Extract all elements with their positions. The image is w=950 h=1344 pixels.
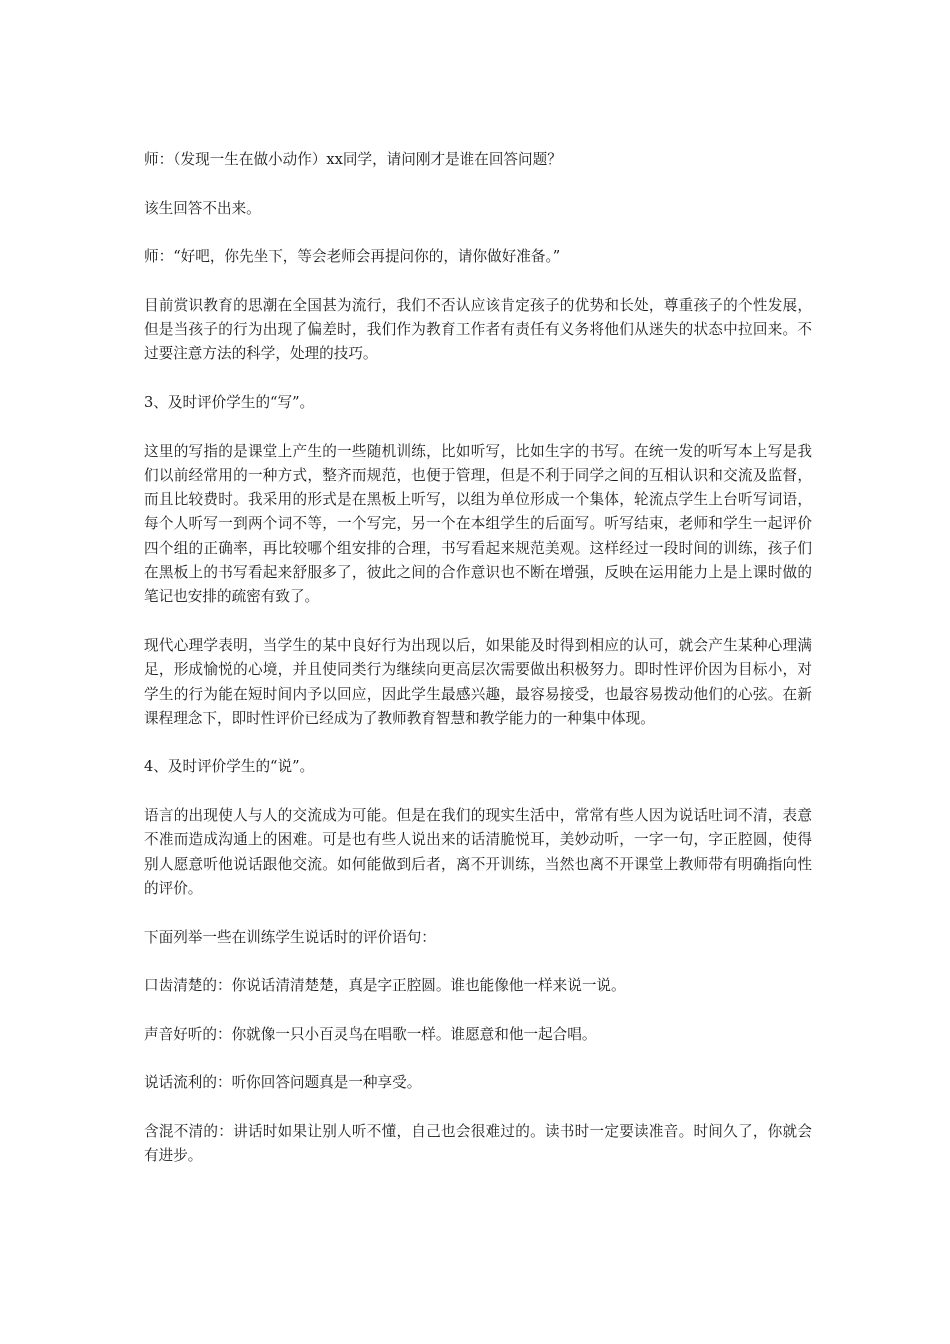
paragraph-writing-practice: 这里的写指的是课堂上产生的一些随机训练，比如听写，比如生字的书写。在统一发的听写本上写是我们以前经常用的一种方式，整齐而规范，也便于管理，但是不利于同学之间的互相认识和交流及监督，而且比较费时。我采用的形式是在黑板上听写，以组为单位形成一个集体，轮流点学生上台听写词语，每个人听写一到两个词不等，一个写完，另一个在本组学生的后面写。听写结束，老师和学生一起评价四个组的正确率，再比较哪个组安排的合理，书写看起来规范美观。这样经过一段时间的训练，孩子们在黑板上的书写看起来舒服多了，彼此之间的合作意识也不断在增强，反映在运用能力上是上课时做的笔记也安排的疏密有致了。 — [144, 442, 812, 606]
evaluation-pleasant-voice: 声音好听的：你就像一只小百灵鸟在唱歌一样。谁愿意和他一起合唱。 — [144, 1025, 597, 1043]
paragraph-psychology: 现代心理学表明，当学生的某中良好行为出现以后，如果能及时得到相应的认可，就会产生某种心理满足，形成愉悦的心境，并且使同类行为继续向更高层次需要做出积极努力。即时性评价因为目标小，对学生的行为能在短时间内予以回应，因此学生最感兴趣，最容易接受，也最容易拨动他们的心弦。在新课程理念下，即时性评价已经成为了教师教育智慧和教学能力的一种集中体现。 — [144, 636, 812, 727]
section-heading-speaking: 4、及时评价学生的“说”。 — [144, 758, 315, 776]
paragraph-language: 语言的出现使人与人的交流成为可能。但是在我们的现实生活中，常常有些人因为说话吐词不清，表意不准而造成沟通上的困难。可是也有些人说出来的话清脆悦耳，美妙动听，一字一句，字正腔圆，使得别人愿意听他说话跟他交流。如何能做到后者，离不开训练，当然也离不开课堂上教师带有明确指向性的评价。 — [144, 807, 812, 897]
list-intro: 下面列举一些在训练学生说话时的评价语句： — [144, 928, 436, 946]
dialogue-student-response: 该生回答不出来。 — [144, 199, 261, 217]
paragraph-appreciation-education: 目前赏识教育的思潮在全国甚为流行，我们不否认应该肯定孩子的优势和长处，尊重孩子的个性发展，但是当孩子的行为出现了偏差时，我们作为教育工作者有责任有义务将他们从迷失的状态中拉回来。不过要注意方法的科学，处理的技巧。 — [144, 296, 812, 363]
evaluation-clear-speech: 口齿清楚的：你说话清清楚楚，真是字正腔圆。谁也能像他一样来说一说。 — [144, 977, 626, 995]
evaluation-fluent-speech: 说话流利的：听你回答问题真是一种享受。 — [144, 1074, 422, 1092]
document-body — [144, 148, 812, 1193]
dialogue-teacher-reply: 师：“好吧，你先坐下，等会老师会再提问你的，请你做好准备。” — [144, 248, 561, 266]
evaluation-unclear-speech: 含混不清的：讲话时如果让别人听不懂，自己也会很难过的。读书时一定要读准音。时间久了，你就会有进步。 — [144, 1122, 812, 1165]
section-heading-writing: 3、及时评价学生的“写”。 — [144, 393, 315, 411]
dialogue-teacher-question: 师：（发现一生在做小动作）xx同学，请问刚才是谁在回答问题？ — [144, 151, 562, 168]
